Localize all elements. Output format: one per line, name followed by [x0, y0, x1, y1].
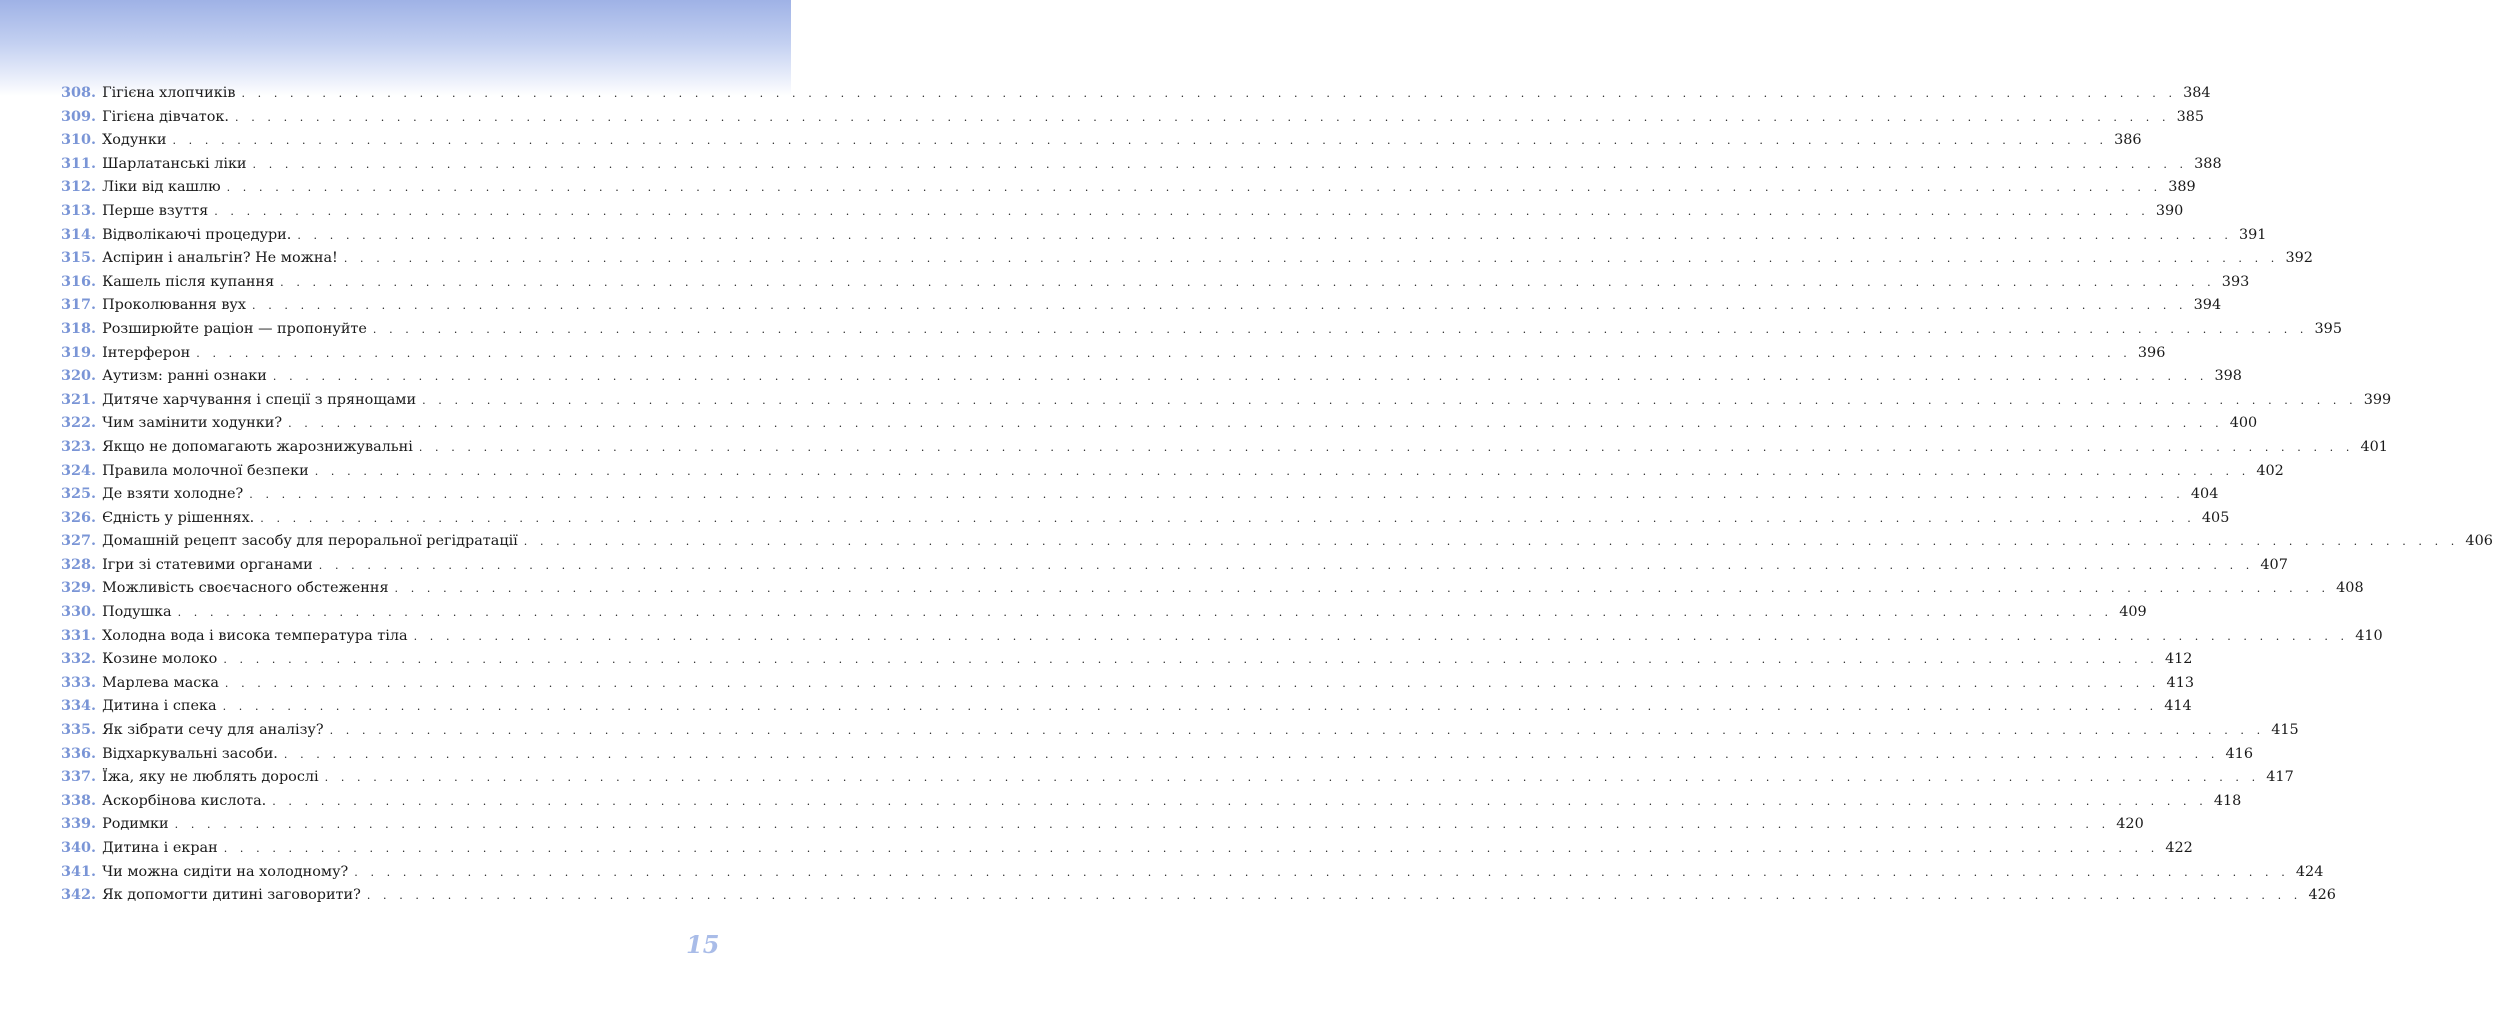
- toc-entry[interactable]: [61, 673, 2195, 698]
- entry-title: Холодна вода і висока температура тіла: [102, 627, 408, 644]
- entry-page: 409: [2119, 604, 2147, 621]
- entry-page: 399: [2363, 391, 2392, 408]
- entry-number: 323.: [61, 437, 97, 455]
- entry-number: 332.: [61, 650, 97, 668]
- dot-leader: . . . . . . . . . . . . . . . . . . . . . . . . . . . . . . . . . . . . . . . . . . . . . . . . . . . . . . . . . . . . . . . . . . . . . . . . . . . . . . . . . . . . . . . . . . . . . . . . . . . . . . . . . . . . . . . . . . . . . . . .: [418, 440, 2354, 454]
- entry-title: Як допомогти дитині заговорити?: [102, 887, 361, 904]
- dot-leader: . . . . . . . . . . . . . . . . . . . . . . . . . . . . . . . . . . . . . . . . . . . . . . . . . . . . . . . . . . . . . . . . . . . . . . . . . . . . . . . . . . . . . . . . . . . . . . . . . . . . . . . . . . . . . . . . . . . . . . . .: [288, 417, 2224, 431]
- toc-entry[interactable]: [61, 343, 2166, 368]
- entry-title: Шарлатанські ліки: [102, 155, 247, 172]
- entry-page: 410: [2355, 627, 2383, 644]
- entry-page: 394: [2193, 297, 2222, 314]
- dot-leader: . . . . . . . . . . . . . . . . . . . . . . . . . . . . . . . . . . . . . . . . . . . . . . . . . . . . . . . . . . . . . . . . . . . . . . . . . . . . . . . . . . . . . . . . . . . . . . . . . . . . . . . . . . . . . . . . . . . . . . . .: [280, 275, 2216, 289]
- entry-page: 400: [2229, 415, 2258, 432]
- entry-page: 413: [2166, 674, 2195, 691]
- entry-page: 412: [2164, 651, 2193, 668]
- entry-title: Дитина і екран: [102, 840, 218, 856]
- entry-number: 326.: [61, 508, 97, 526]
- entry-number: 336.: [61, 744, 97, 762]
- toc-entry[interactable]: [61, 555, 2288, 580]
- toc-entry[interactable]: [61, 485, 2219, 509]
- header-band: [0, 0, 791, 96]
- entry-title: Домашній рецепт засобу для пероральної регідратації: [102, 533, 518, 550]
- entry-number: 312.: [61, 178, 97, 196]
- toc-entry[interactable]: [61, 768, 2294, 792]
- entry-number: 342.: [61, 886, 97, 904]
- dot-leader: . . . . . . . . . . . . . . . . . . . . . . . . . . . . . . . . . . . . . . . . . . . . . . . . . . . . . . . . . . . . . . . . . . . . . . . . . . . . . . . . . . . . . . . . . . . . . . . . . . . . . . . . . . . . . . . . . . . . . . . .: [372, 322, 2308, 336]
- entry-page: 415: [2271, 722, 2299, 739]
- dot-leader: . . . . . . . . . . . . . . . . . . . . . . . . . . . . . . . . . . . . . . . . . . . . . . . . . . . . . . . . . . . . . . . . . . . . . . . . . . . . . . . . . . . . . . . . . . . . . . . . . . . . . . . . . . . . . . . . . . . . . . . .: [413, 629, 2349, 643]
- entry-number: 325.: [61, 485, 97, 503]
- entry-title: Якщо не допомагають жарознижувальні: [102, 438, 413, 455]
- entry-page: 422: [2165, 840, 2193, 856]
- dot-leader: . . . . . . . . . . . . . . . . . . . . . . . . . . . . . . . . . . . . . . . . . . . . . . . . . . . . . . . . . . . . . . . . . . . . . . . . . . . . . . . . . . . . . . . . . . . . . . . . . . . . . . . . . . . . . . . . . . . . . . . .: [214, 204, 2150, 218]
- entry-number: 341.: [61, 862, 97, 880]
- entry-page: 386: [2114, 132, 2142, 149]
- entry-number: 311.: [61, 154, 97, 172]
- toc-entry[interactable]: [61, 272, 2250, 297]
- entry-page: 385: [2176, 108, 2205, 125]
- toc-entry[interactable]: [61, 107, 2205, 132]
- dot-leader: . . . . . . . . . . . . . . . . . . . . . . . . . . . . . . . . . . . . . . . . . . . . . . . . . . . . . . . . . . . . . . . . . . . . . . . . . . . . . . . . . . . . . . . . . . . . . . . . . . . . . . . . . . . . . . . . . . . . . . . .: [283, 747, 2219, 761]
- toc-entry[interactable]: [61, 508, 2230, 533]
- entry-number: 334.: [61, 697, 97, 715]
- entry-title: Дитина і спека: [102, 698, 217, 715]
- toc-entry[interactable]: [61, 461, 2284, 486]
- entry-page: 414: [2164, 698, 2192, 715]
- entry-number: 338.: [61, 791, 97, 809]
- entry-number: 322.: [61, 414, 97, 432]
- entry-page: 418: [2213, 792, 2242, 809]
- toc-entry[interactable]: [61, 862, 2324, 887]
- entry-title: Марлева маска: [102, 674, 219, 691]
- toc-entry[interactable]: [61, 697, 2192, 721]
- entry-page: 393: [2221, 273, 2250, 290]
- dot-leader: . . . . . . . . . . . . . . . . . . . . . . . . . . . . . . . . . . . . . . . . . . . . . . . . . . . . . . . . . . . . . . . . . . . . . . . . . . . . . . . . . . . . . . . . . . . . . . . . . . . . . . . . . . . . . . . . . . . . . . . .: [394, 582, 2330, 596]
- entry-page: 406: [2465, 533, 2493, 550]
- entry-title: Гігієна дівчаток.: [102, 108, 229, 125]
- entry-title: Як зібрати сечу для аналізу?: [102, 722, 324, 739]
- entry-number: 315.: [61, 249, 97, 267]
- entry-title: Чи можна сидіти на холодному?: [102, 863, 349, 880]
- entry-number: 318.: [61, 319, 97, 337]
- dot-leader: . . . . . . . . . . . . . . . . . . . . . . . . . . . . . . . . . . . . . . . . . . . . . . . . . . . . . . . . . . . . . . . . . . . . . . . . . . . . . . . . . . . . . . . . . . . . . . . . . . . . . . . . . . . . . . . . . . . . . . . .: [196, 346, 2132, 360]
- entry-page: 407: [2260, 556, 2288, 573]
- entry-title: Козине молоко: [102, 651, 218, 668]
- toc-entry[interactable]: [61, 225, 2267, 250]
- entry-number: 309.: [61, 107, 97, 125]
- entry-title: Де взяти холодне?: [102, 486, 244, 503]
- entry-page: 398: [2214, 368, 2242, 385]
- dot-leader: . . . . . . . . . . . . . . . . . . . . . . . . . . . . . . . . . . . . . . . . . . . . . . . . . . . . . . . . . . . . . . . . . . . . . . . . . . . . . . . . . . . . . . . . . . . . . . . . . . . . . . . . . . . . . . . . . . . . . . . .: [343, 252, 2279, 266]
- entry-number: 308.: [61, 84, 97, 101]
- entry-title: Правила молочної безпеки: [102, 462, 309, 479]
- entry-title: Родимки: [102, 816, 169, 833]
- entry-title: Кашель після купання: [102, 273, 275, 290]
- entry-page: 392: [2285, 250, 2313, 267]
- entry-number: 327.: [61, 532, 97, 550]
- toc-entry[interactable]: [61, 626, 2383, 651]
- entry-page: 389: [2168, 179, 2196, 196]
- entry-page: 405: [2201, 509, 2230, 526]
- entry-page: 416: [2225, 745, 2253, 762]
- entry-page: 390: [2155, 202, 2184, 219]
- entry-title: Перше взуття: [102, 202, 209, 219]
- dot-leader: . . . . . . . . . . . . . . . . . . . . . . . . . . . . . . . . . . . . . . . . . . . . . . . . . . . . . . . . . . . . . . . . . . . . . . . . . . . . . . . . . . . . . . . . . . . . . . . . . . . . . . . . . . . . . . . . . . . . . . . .: [366, 889, 2302, 903]
- entry-number: 310.: [61, 131, 97, 149]
- toc-entry[interactable]: [61, 319, 2342, 344]
- dot-leader: . . . . . . . . . . . . . . . . . . . . . . . . . . . . . . . . . . . . . . . . . . . . . . . . . . . . . . . . . . . . . . . . . . . . . . . . . . . . . . . . . . . . . . . . . . . . . . . . . . . . . . . . . . . . . . . . . . . . . . . .: [523, 535, 2459, 549]
- entry-number: 330.: [61, 603, 97, 621]
- entry-title: Інтерферон: [102, 344, 191, 361]
- page-number: 15: [686, 930, 720, 959]
- toc-entry[interactable]: [61, 296, 2222, 320]
- entry-title: Чим замінити ходунки?: [102, 415, 283, 432]
- entry-title: Проколювання вух: [102, 297, 247, 314]
- entry-number: 319.: [61, 343, 97, 361]
- entry-page: 420: [2116, 816, 2144, 833]
- toc-entry[interactable]: [61, 791, 2242, 816]
- dot-leader: . . . . . . . . . . . . . . . . . . . . . . . . . . . . . . . . . . . . . . . . . . . . . . . . . . . . . . . . . . . . . . . . . . . . . . . . . . . . . . . . . . . . . . . . . . . . . . . . . . . . . . . . . . . . . . . . . . . . . . . .: [235, 110, 2171, 124]
- entry-number: 335.: [61, 721, 97, 739]
- dot-leader: . . . . . . . . . . . . . . . . . . . . . . . . . . . . . . . . . . . . . . . . . . . . . . . . . . . . . . . . . . . . . . . . . . . . . . . . . . . . . . . . . . . . . . . . . . . . . . . . . . . . . . . . . . . . . . . . . . . . . . . .: [241, 87, 2177, 100]
- entry-number: 324.: [61, 461, 97, 479]
- dot-leader: . . . . . . . . . . . . . . . . . . . . . . . . . . . . . . . . . . . . . . . . . . . . . . . . . . . . . . . . . . . . . . . . . . . . . . . . . . . . . . . . . . . . . . . . . . . . . . . . . . . . . . . . . . . . . . . . . . . . . . . .: [260, 511, 2196, 525]
- dot-leader: . . . . . . . . . . . . . . . . . . . . . . . . . . . . . . . . . . . . . . . . . . . . . . . . . . . . . . . . . . . . . . . . . . . . . . . . . . . . . . . . . . . . . . . . . . . . . . . . . . . . . . . . . . . . . . . . . . . . . . . .: [422, 393, 2358, 407]
- toc-entry[interactable]: [61, 532, 2493, 556]
- table-of-contents: [61, 84, 2493, 910]
- entry-title: Аскорбінова кислота.: [102, 792, 267, 809]
- toc-entry[interactable]: [61, 367, 2242, 391]
- entry-title: Аутизм: ранні ознаки: [102, 368, 267, 385]
- entry-page: 384: [2183, 85, 2211, 101]
- entry-number: 329.: [61, 579, 97, 597]
- dot-leader: . . . . . . . . . . . . . . . . . . . . . . . . . . . . . . . . . . . . . . . . . . . . . . . . . . . . . . . . . . . . . . . . . . . . . . . . . . . . . . . . . . . . . . . . . . . . . . . . . . . . . . . . . . . . . . . . . . . . . . . .: [174, 818, 2110, 832]
- entry-title: Подушка: [102, 604, 172, 621]
- dot-leader: . . . . . . . . . . . . . . . . . . . . . . . . . . . . . . . . . . . . . . . . . . . . . . . . . . . . . . . . . . . . . . . . . . . . . . . . . . . . . . . . . . . . . . . . . . . . . . . . . . . . . . . . . . . . . . . . . . . . . . . .: [272, 370, 2208, 384]
- toc-entry[interactable]: [61, 650, 2193, 674]
- entry-title: Ігри зі статевими органами: [102, 556, 313, 573]
- dot-leader: . . . . . . . . . . . . . . . . . . . . . . . . . . . . . . . . . . . . . . . . . . . . . . . . . . . . . . . . . . . . . . . . . . . . . . . . . . . . . . . . . . . . . . . . . . . . . . . . . . . . . . . . . . . . . . . . . . . . . . . .: [177, 606, 2113, 620]
- entry-title: Дитяче харчування і спеції з прянощами: [102, 391, 417, 408]
- entry-number: 321.: [61, 390, 97, 408]
- dot-leader: . . . . . . . . . . . . . . . . . . . . . . . . . . . . . . . . . . . . . . . . . . . . . . . . . . . . . . . . . . . . . . . . . . . . . . . . . . . . . . . . . . . . . . . . . . . . . . . . . . . . . . . . . . . . . . . . . . . . . . . .: [252, 157, 2188, 171]
- entry-number: 316.: [61, 272, 97, 290]
- entry-title: Можливість своєчасного обстеження: [102, 580, 389, 597]
- toc-entry[interactable]: [61, 414, 2258, 438]
- toc-entry[interactable]: [61, 721, 2299, 745]
- entry-title: Аспірин і анальгін? Не можна!: [102, 250, 338, 267]
- toc-entry[interactable]: [61, 744, 2253, 769]
- entry-page: 401: [2360, 438, 2388, 455]
- dot-leader: . . . . . . . . . . . . . . . . . . . . . . . . . . . . . . . . . . . . . . . . . . . . . . . . . . . . . . . . . . . . . . . . . . . . . . . . . . . . . . . . . . . . . . . . . . . . . . . . . . . . . . . . . . . . . . . . . . . . . . . .: [252, 299, 2188, 313]
- entry-number: 314.: [61, 225, 97, 243]
- toc-entry[interactable]: [61, 154, 2222, 179]
- entry-page: 396: [2137, 344, 2166, 361]
- dot-leader: . . . . . . . . . . . . . . . . . . . . . . . . . . . . . . . . . . . . . . . . . . . . . . . . . . . . . . . . . . . . . . . . . . . . . . . . . . . . . . . . . . . . . . . . . . . . . . . . . . . . . . . . . . . . . . . . . . . . . . . .: [324, 771, 2260, 785]
- dot-leader: . . . . . . . . . . . . . . . . . . . . . . . . . . . . . . . . . . . . . . . . . . . . . . . . . . . . . . . . . . . . . . . . . . . . . . . . . . . . . . . . . . . . . . . . . . . . . . . . . . . . . . . . . . . . . . . . . . . . . . . .: [314, 464, 2250, 478]
- entry-number: 331.: [61, 626, 97, 644]
- entry-title: Відволікаючі процедури.: [102, 226, 292, 243]
- entry-page: 388: [2194, 155, 2222, 172]
- dot-leader: . . . . . . . . . . . . . . . . . . . . . . . . . . . . . . . . . . . . . . . . . . . . . . . . . . . . . . . . . . . . . . . . . . . . . . . . . . . . . . . . . . . . . . . . . . . . . . . . . . . . . . . . . . . . . . . . . . . . . . . .: [249, 488, 2185, 502]
- entry-page: 426: [2308, 887, 2336, 904]
- entry-page: 404: [2190, 486, 2219, 503]
- toc-entry[interactable]: [61, 201, 2184, 226]
- toc-entry[interactable]: [61, 839, 2193, 863]
- entry-number: 328.: [61, 555, 97, 573]
- entry-number: 333.: [61, 673, 97, 691]
- dot-leader: . . . . . . . . . . . . . . . . . . . . . . . . . . . . . . . . . . . . . . . . . . . . . . . . . . . . . . . . . . . . . . . . . . . . . . . . . . . . . . . . . . . . . . . . . . . . . . . . . . . . . . . . . . . . . . . . . . . . . . . .: [329, 724, 2265, 738]
- entry-page: 408: [2336, 580, 2364, 597]
- entry-page: 395: [2314, 320, 2342, 337]
- entry-title: Гігієна хлопчиків: [102, 85, 236, 101]
- dot-leader: . . . . . . . . . . . . . . . . . . . . . . . . . . . . . . . . . . . . . . . . . . . . . . . . . . . . . . . . . . . . . . . . . . . . . . . . . . . . . . . . . . . . . . . . . . . . . . . . . . . . . . . . . . . . . . . . . . . . . . . .: [297, 228, 2233, 242]
- entry-number: 317.: [61, 296, 97, 314]
- dot-leader: . . . . . . . . . . . . . . . . . . . . . . . . . . . . . . . . . . . . . . . . . . . . . . . . . . . . . . . . . . . . . . . . . . . . . . . . . . . . . . . . . . . . . . . . . . . . . . . . . . . . . . . . . . . . . . . . . . . . . . . .: [318, 558, 2254, 572]
- entry-page: 424: [2295, 863, 2324, 880]
- entry-number: 339.: [61, 815, 97, 833]
- entry-title: Розширюйте раціон — пропонуйте: [102, 320, 367, 337]
- dot-leader: . . . . . . . . . . . . . . . . . . . . . . . . . . . . . . . . . . . . . . . . . . . . . . . . . . . . . . . . . . . . . . . . . . . . . . . . . . . . . . . . . . . . . . . . . . . . . . . . . . . . . . . . . . . . . . . . . . . . . . . .: [172, 134, 2108, 148]
- dot-leader: . . . . . . . . . . . . . . . . . . . . . . . . . . . . . . . . . . . . . . . . . . . . . . . . . . . . . . . . . . . . . . . . . . . . . . . . . . . . . . . . . . . . . . . . . . . . . . . . . . . . . . . . . . . . . . . . . . . . . . . .: [224, 676, 2161, 690]
- dot-leader: . . . . . . . . . . . . . . . . . . . . . . . . . . . . . . . . . . . . . . . . . . . . . . . . . . . . . . . . . . . . . . . . . . . . . . . . . . . . . . . . . . . . . . . . . . . . . . . . . . . . . . . . . . . . . . . . . . . . . . . .: [354, 865, 2290, 879]
- entry-title: Відхаркувальні засоби.: [102, 745, 278, 762]
- entry-number: 320.: [61, 367, 97, 385]
- entry-page: 417: [2266, 769, 2294, 786]
- entry-number: 313.: [61, 201, 97, 219]
- toc-entry[interactable]: [61, 886, 2336, 910]
- dot-leader: . . . . . . . . . . . . . . . . . . . . . . . . . . . . . . . . . . . . . . . . . . . . . . . . . . . . . . . . . . . . . . . . . . . . . . . . . . . . . . . . . . . . . . . . . . . . . . . . . . . . . . . . . . . . . . . . . . . . . . . .: [272, 794, 2208, 808]
- entry-number: 337.: [61, 768, 97, 786]
- dot-leader: . . . . . . . . . . . . . . . . . . . . . . . . . . . . . . . . . . . . . . . . . . . . . . . . . . . . . . . . . . . . . . . . . . . . . . . . . . . . . . . . . . . . . . . . . . . . . . . . . . . . . . . . . . . . . . . . . . . . . . . .: [222, 700, 2158, 714]
- toc-entry[interactable]: [61, 579, 2364, 603]
- entry-title: Ходунки: [102, 132, 167, 149]
- entry-page: 402: [2256, 462, 2284, 479]
- toc-entry[interactable]: [61, 437, 2388, 462]
- toc-entry[interactable]: [61, 603, 2147, 627]
- toc-entry[interactable]: [61, 84, 2211, 108]
- toc-entry[interactable]: [61, 131, 2142, 155]
- dot-leader: . . . . . . . . . . . . . . . . . . . . . . . . . . . . . . . . . . . . . . . . . . . . . . . . . . . . . . . . . . . . . . . . . . . . . . . . . . . . . . . . . . . . . . . . . . . . . . . . . . . . . . . . . . . . . . . . . . . . . . . .: [226, 181, 2162, 195]
- entry-title: Їжа, яку не люблять дорослі: [102, 769, 319, 786]
- dot-leader: . . . . . . . . . . . . . . . . . . . . . . . . . . . . . . . . . . . . . . . . . . . . . . . . . . . . . . . . . . . . . . . . . . . . . . . . . . . . . . . . . . . . . . . . . . . . . . . . . . . . . . . . . . . . . . . . . . . . . . . .: [223, 842, 2159, 855]
- toc-entry[interactable]: [61, 249, 2313, 273]
- toc-entry[interactable]: [61, 815, 2144, 839]
- entry-page: 391: [2238, 226, 2267, 243]
- dot-leader: . . . . . . . . . . . . . . . . . . . . . . . . . . . . . . . . . . . . . . . . . . . . . . . . . . . . . . . . . . . . . . . . . . . . . . . . . . . . . . . . . . . . . . . . . . . . . . . . . . . . . . . . . . . . . . . . . . . . . . . .: [223, 653, 2159, 667]
- toc-entry[interactable]: [61, 390, 2392, 415]
- entry-title: Ліки від кашлю: [102, 179, 221, 196]
- entry-number: 340.: [61, 839, 97, 856]
- entry-title: Єдність у рішеннях.: [102, 509, 255, 526]
- toc-entry[interactable]: [61, 178, 2196, 202]
